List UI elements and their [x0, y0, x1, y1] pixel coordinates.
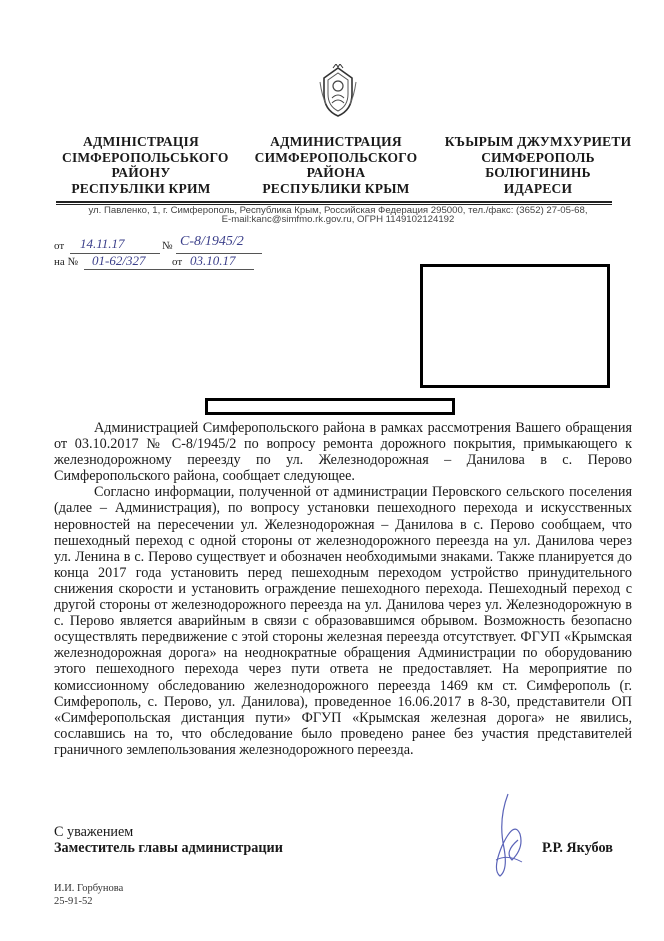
from-label: от [54, 240, 65, 252]
header-crimean-tatar: КЪЫРЫМ ДЖУМХУРИЕТИ СИМФЕРОПОЛЬ БОЛЮГИНИНЬ ИДАРЕСИ [444, 134, 632, 196]
ref-number: 01-62/327 [92, 253, 146, 268]
ref-label: на № [54, 256, 79, 268]
header-ukrainian: АДМІНІСТРАЦІЯ СІМФЕРОПОЛЬСЬКОГО РАЙОНУ РЕСПУБЛІКИ КРИМ [62, 134, 229, 196]
header-russian: АДМИНИСТРАЦИЯ СИМФЕРОПОЛЬСКОГО РАЙОНА РЕСПУБЛИКИ КРЫМ [254, 134, 418, 196]
handwritten-signature-icon [478, 790, 538, 880]
body-paragraph-1: Администрацией Симферопольского района в рамках рассмотрения Вашего обращения от 03.10.2017 № С-8/1945/2 по вопросу ремонта дорожного покрытия, примыкающего к железнодорожному переезду по ул. Железнодорожная – Данилова в с. Перово Симферопольского района, сообщает следующее. [54, 420, 632, 485]
executor-phone: 25-91-52 [54, 896, 93, 907]
redacted-salutation [205, 398, 455, 415]
executor-name: И.И. Горбунова [54, 883, 124, 894]
coat-of-arms-icon [318, 64, 358, 118]
signatory-name: Р.Р. Якубов [542, 840, 613, 856]
closing-regards: С уважением [54, 824, 134, 840]
body-paragraph-2: Согласно информации, полученной от администрации Перовского сельского поселения (далее – Администрация), по вопросу установки пешеходного перехода и искусственных неровностей на пересечении ул. Железнодорожная – Данилова в с. Перово сообщаем, что пешеходный переход с одной стороны от железнодорожного переезда на ул. Данилова через ул. Ленина в с. Перово существует и обозначен необходимыми знаками. Также планируется до конца 2017 года установить перед пешеходным переходом устройство принудительного снижения скорости и установить ограждение пешеходного перехода. Пешеходный переход с другой стороны от железнодорожного переезда на ул. Данилова через ул. Железнодорожную в с. Перово является аварийным в связи с образовавшимся обрывом. Возможность безопасно осуществлять передвижение с этой стороны железная переезда отсутствует. ФГУП «Крымская железнодорожная дорога» на неоднократные обращения Администрации по оборудованию этого пешеходного перехода через пути ответа не предоставляет. На мероприятие по комиссионному обследованию железнодорожного переезда 1469 км ст. Симферополь (г. Симферополь, с. Перово, ул. Данилова), проведенное 16.06.2017 в 8-30, представители ОП «Симферопольская дистанция пути» ФГУП «Крымская железная дорога» не явились, сославшись на то, что обследование было проведено ранее без участия представителей граничного землепользования железнодорожного переезда. [54, 484, 632, 758]
header-rule [56, 201, 612, 203]
letter-body [54, 420, 632, 758]
outgoing-number: С-8/1945/2 [180, 234, 244, 249]
redacted-recipient [420, 264, 610, 388]
signatory-position: Заместитель главы администрации [54, 840, 283, 856]
email-line: E-mail:kanc@simfmo.rk.gov.ru, ОГРН 1149102124192 [221, 214, 455, 225]
number-label: № [162, 240, 173, 252]
address-line: ул. Павленко, 1, г. Симферополь, Республика Крым, Российская Федерация 295000, тел./факс: (3652) 27-05-68, [88, 205, 588, 216]
ref-line [84, 269, 254, 270]
ref-date-label: от [172, 256, 183, 268]
from-date: 14.11.17 [80, 236, 125, 251]
ref-date: 03.10.17 [190, 253, 236, 268]
